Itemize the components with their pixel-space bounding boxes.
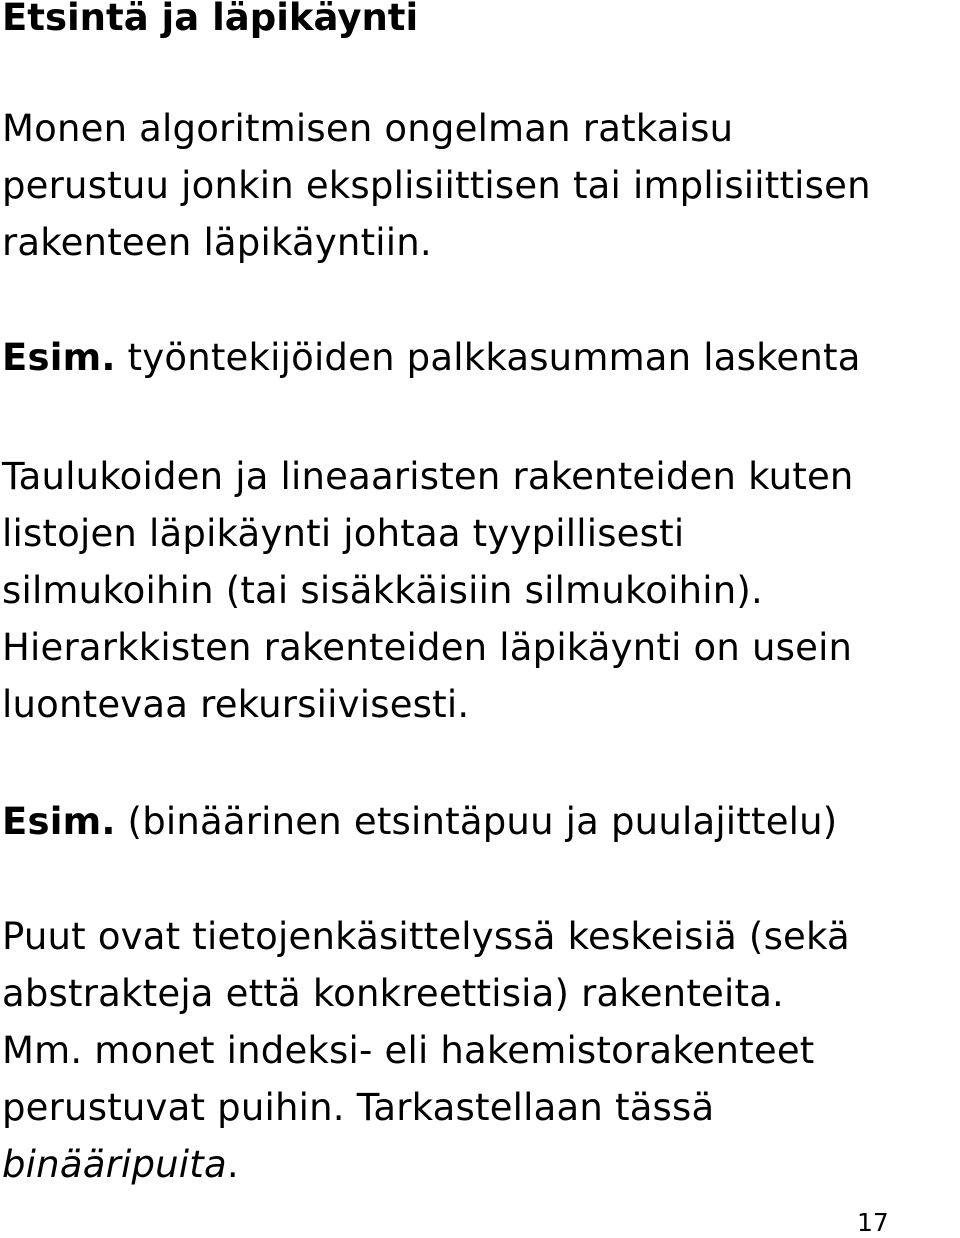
text-line: perustuu jonkin eksplisiittisen tai implisiittisen bbox=[2, 164, 871, 207]
text-line: luontevaa rekursiivisesti. bbox=[2, 683, 470, 726]
example-text: työntekijöiden palkkasumman laskenta bbox=[115, 336, 861, 379]
text-line: abstrakteja että konkreettisia) rakenteita. bbox=[2, 972, 785, 1015]
example-text: (binäärinen etsintäpuu ja puulajittelu) bbox=[115, 800, 838, 843]
text-line: Mm. monet indeksi- eli hakemistorakenteet bbox=[2, 1029, 815, 1072]
page-number: 17 bbox=[857, 1208, 889, 1237]
text-line: Taulukoiden ja lineaaristen rakenteiden kuten bbox=[2, 455, 854, 498]
emphasis-term: binääripuita bbox=[2, 1143, 227, 1186]
example-binary-search-tree bbox=[2, 793, 837, 850]
text-line bbox=[2, 329, 861, 386]
example-label: Esim. bbox=[2, 800, 116, 843]
text-line: rakenteen läpikäyntiin. bbox=[2, 221, 432, 264]
text-line: Puut ovat tietojenkäsittelyssä keskeisiä (sekä bbox=[2, 915, 850, 958]
sentence-end: . bbox=[226, 1143, 239, 1186]
trees-paragraph bbox=[2, 908, 850, 1193]
traversal-paragraph bbox=[2, 448, 854, 733]
intro-paragraph bbox=[2, 100, 871, 271]
text-line: silmukoihin (tai sisäkkäisiin silmukoihin). bbox=[2, 569, 763, 612]
example-salary-sum bbox=[2, 329, 861, 386]
text-line: Monen algoritmisen ongelman ratkaisu bbox=[2, 107, 734, 150]
text-line: Hierarkkisten rakenteiden läpikäynti on usein bbox=[2, 626, 853, 669]
slide-title: Etsintä ja läpikäynti bbox=[2, 0, 419, 39]
text-line: listojen läpikäynti johtaa tyypillisesti bbox=[2, 512, 685, 555]
text-line: perustuvat puihin. Tarkastellaan tässä bbox=[2, 1086, 715, 1129]
example-label: Esim. bbox=[2, 336, 116, 379]
text-line bbox=[2, 1136, 850, 1193]
text-line bbox=[2, 793, 837, 850]
